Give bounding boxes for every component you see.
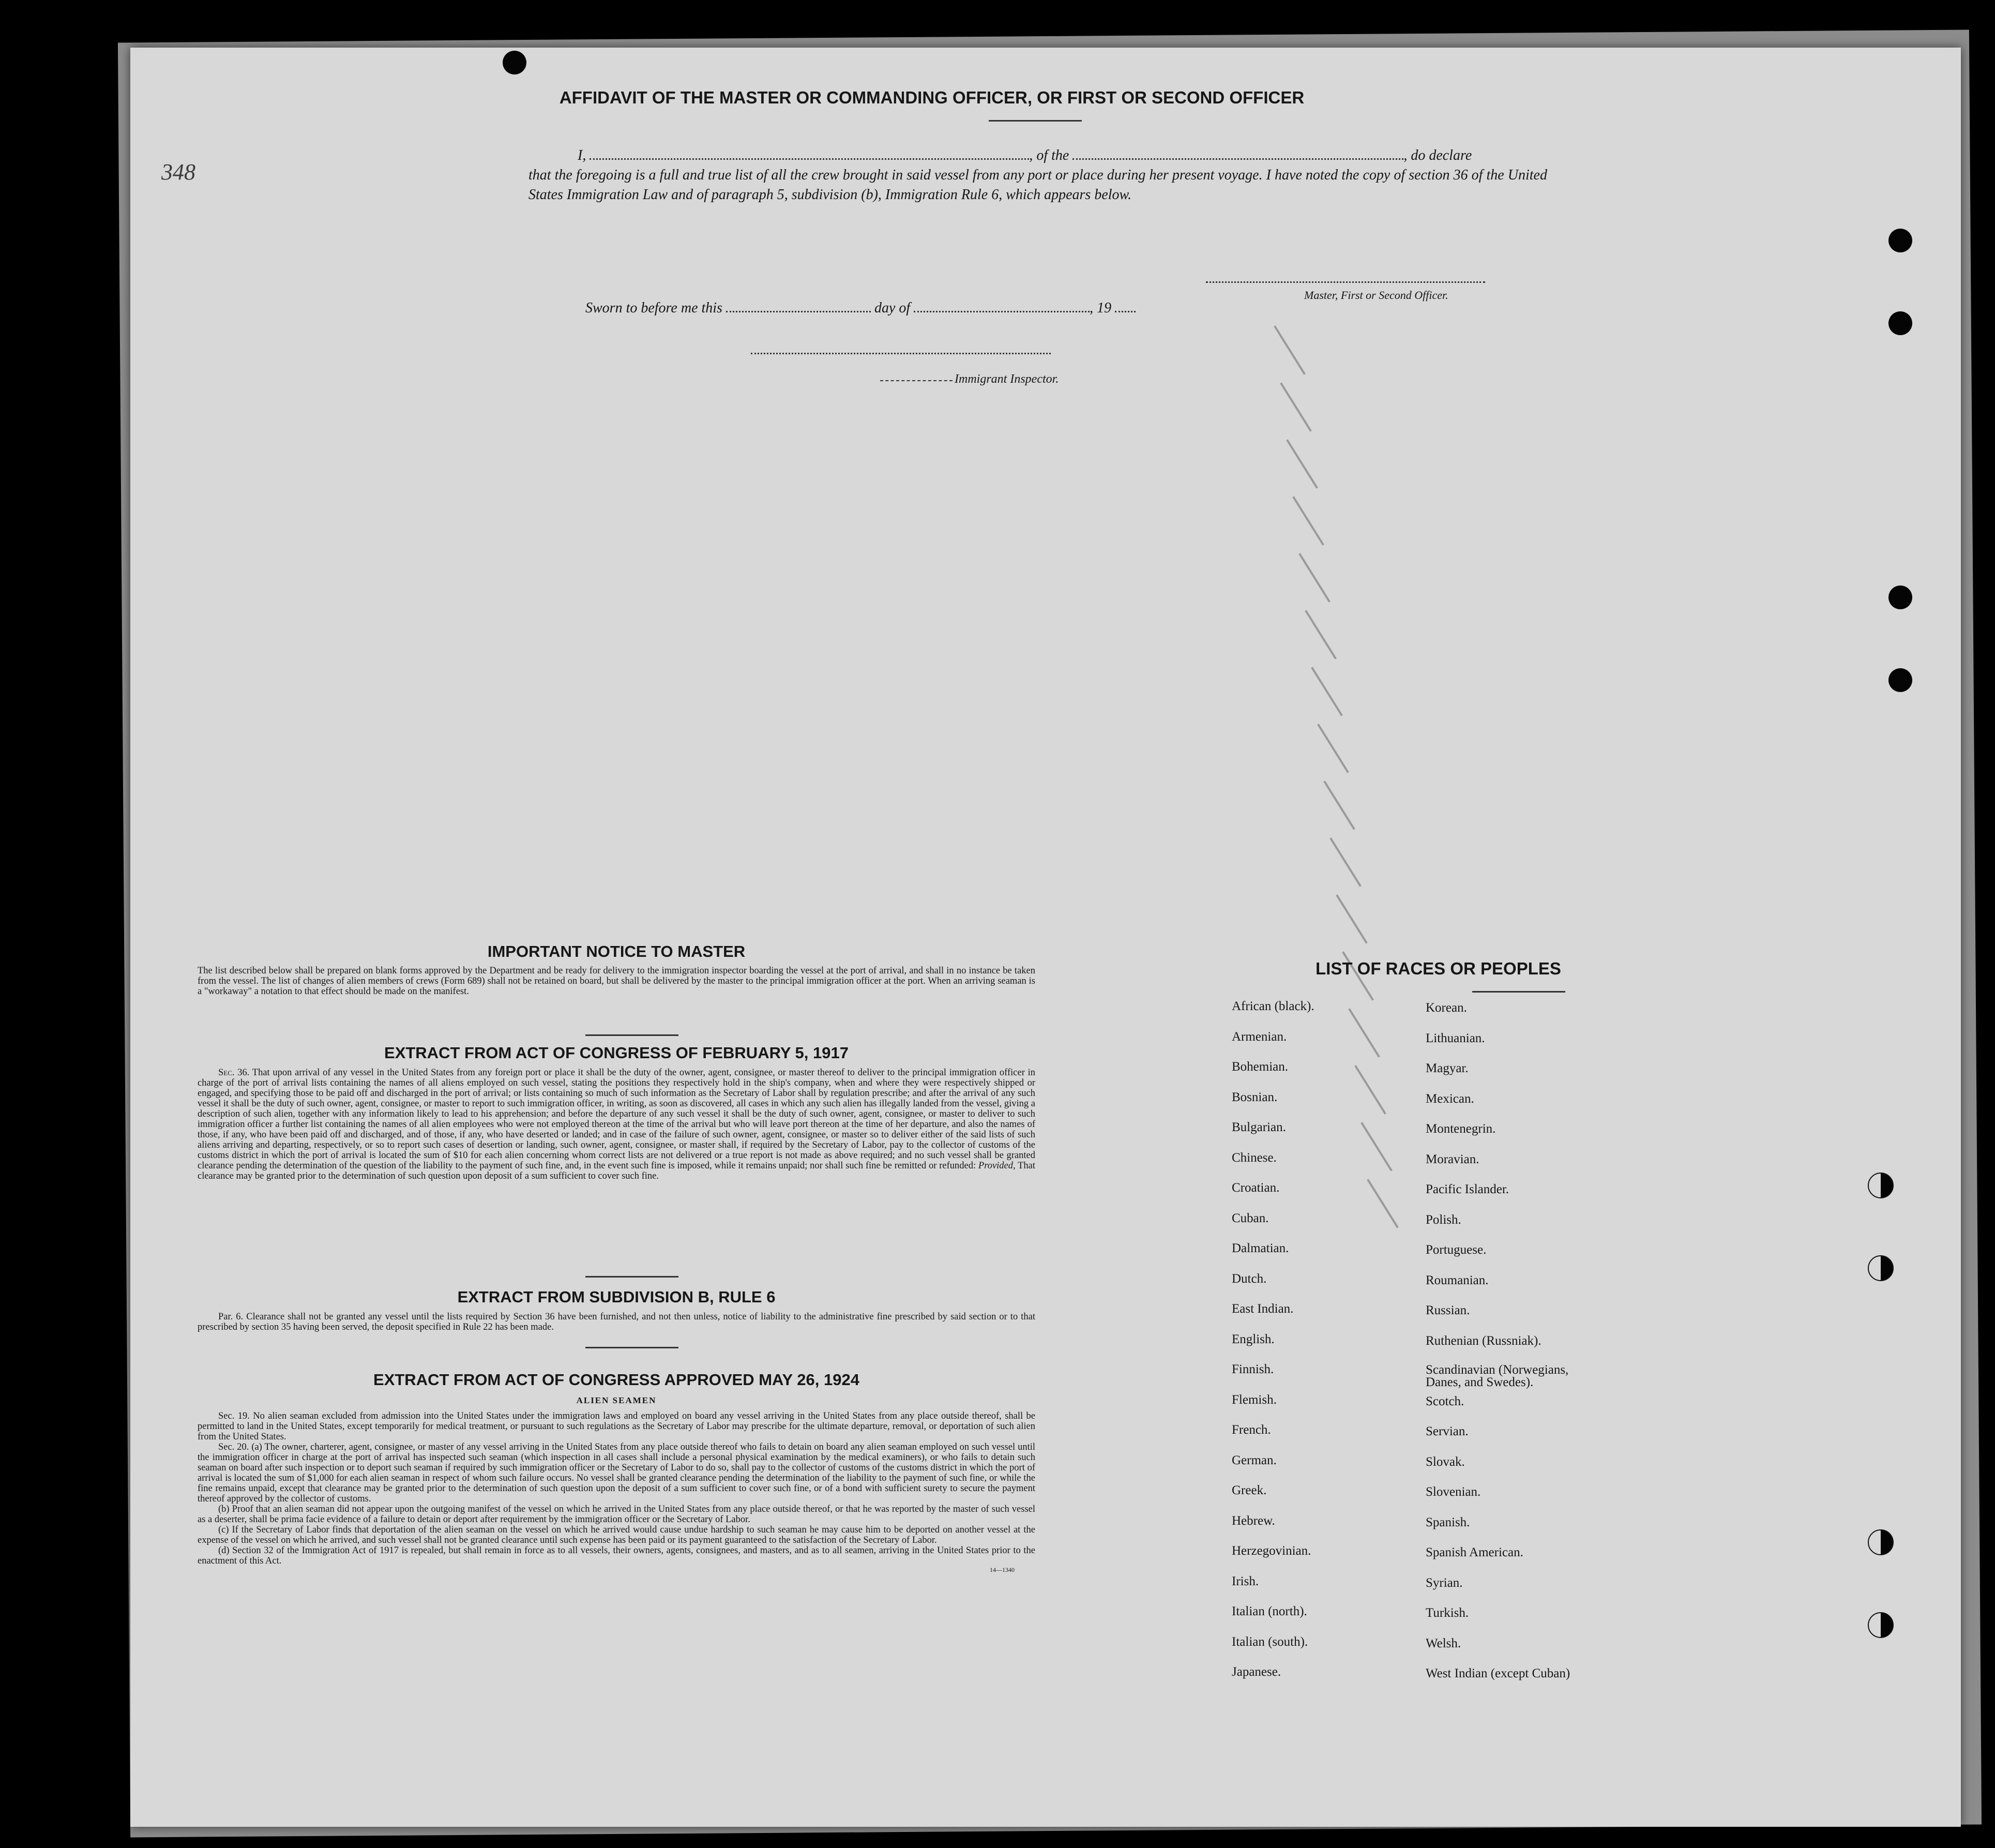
- affidavit-title: AFFIDAVIT OF THE MASTER OR COMMANDING OFFICER, OR FIRST OR SECOND OFFICER: [559, 88, 1305, 107]
- bleed-through-heading: [1578, 63, 1591, 95]
- document-page: [130, 48, 1961, 1827]
- race-item: Syrian.: [1426, 1575, 1463, 1590]
- bleed-through-slash: [1280, 382, 1312, 431]
- race-item: Croatian.: [1232, 1181, 1280, 1195]
- sec19-text: Sec. 19. No alien seaman excluded from admission into the United States under the immigration laws and employed on board any vessel arriving in the United States from any place outside thereof, shall be permitted to land in the United States, except temporarily for medical treatment, or pursuant to such regulations as the Secretary of Labor may prescribe for the ultimate departure, removal, or deportation of such alien from the United States.: [198, 1411, 1035, 1442]
- race-item: German.: [1232, 1453, 1277, 1467]
- race-item: Dalmatian.: [1232, 1241, 1289, 1255]
- race-item: Korean.: [1426, 1001, 1467, 1015]
- races-title: LIST OF RACES OR PEOPLES: [1316, 959, 1561, 978]
- race-item: Armenian.: [1232, 1029, 1287, 1044]
- race-item: Italian (north).: [1232, 1604, 1307, 1618]
- sworn-month-field[interactable]: [914, 311, 1090, 312]
- signature-label: Master, First or Second Officer.: [1304, 289, 1448, 302]
- bleed-through-slash: [1317, 724, 1349, 773]
- right-hole-2: [1888, 311, 1912, 335]
- race-item: Montenegrin.: [1426, 1122, 1496, 1136]
- rule6-title: EXTRACT FROM SUBDIVISION B, RULE 6: [457, 1288, 776, 1306]
- sec20a-text: Sec. 20. (a) The owner, charterer, agent, consignee, or master of any vessel arriving in the United States from any place outside thereof who fails to detain on board any alien seaman employed on such vessel until the immigration officer in charge at the port of arrival has inspected such seaman (which inspection in all cases shall include a personal physical examination by the medical examiners), or who fails to detain such seaman on board after such inspection or to deport such seaman if required by such immigration officer or the Secretary of Labor to do so, shall pay to the collector of customs of the customs district in which the port of arrival is located the sum of $1,000 for each alien seaman in respect of whom such failure occurs. No vessel shall be granted clearance pending the determination of the liability to the payment of such fine, or while the fine remains unpaid, except that clearance may be granted prior to the determination of such question upon the deposit of a sum sufficient to cover such fine, or of a bond with sufficient surety to secure the payment thereof approved by the collector of customs.: [198, 1442, 1035, 1504]
- race-item: Spanish.: [1426, 1515, 1470, 1529]
- race-item: Irish.: [1232, 1574, 1259, 1588]
- race-item: Bohemian.: [1232, 1060, 1289, 1074]
- race-item: Slovak.: [1426, 1454, 1465, 1469]
- race-item: Herzegovinian.: [1232, 1544, 1311, 1558]
- race-item: East Indian.: [1232, 1302, 1294, 1316]
- margin-note: 348: [161, 159, 195, 185]
- affidavit-declaration: [528, 146, 1666, 205]
- sworn-label: Sworn to before me this: [585, 300, 722, 316]
- rule6-text: Par. 6. Clearance shall not be granted any vessel until the lists required by Section 36 have been furnished, and not then unless, notice of liability to the administrative fine prescribed by said section or to that prescribed by section 35 having been served, the deposit specified in Rule 22 has been made.: [198, 1312, 1035, 1332]
- race-item: Hebrew.: [1232, 1513, 1275, 1528]
- race-item: Portuguese.: [1426, 1243, 1487, 1257]
- races-rule: [1472, 991, 1565, 993]
- sec36-provided: Provided,: [978, 1161, 1016, 1171]
- race-item: Chinese.: [1232, 1150, 1277, 1165]
- sworn-year-field[interactable]: [1115, 311, 1136, 312]
- race-item: Scandinavian (Norwegians, Danes, and Swedes).: [1426, 1363, 1569, 1389]
- sworn-day-label: day of: [874, 300, 911, 316]
- race-item: Flemish.: [1232, 1392, 1277, 1407]
- race-item: Mexican.: [1426, 1091, 1474, 1106]
- sworn-day-field[interactable]: [726, 311, 871, 312]
- sec36-label: Sec. 36.: [218, 1068, 250, 1078]
- race-item: Roumanian.: [1426, 1273, 1489, 1287]
- bleed-through-slash: [1292, 496, 1324, 545]
- race-item: Ruthenian (Russniak).: [1426, 1333, 1541, 1348]
- extract-1917-title: EXTRACT FROM ACT OF CONGRESS OF FEBRUARY 5, 1917: [384, 1044, 849, 1062]
- race-item: Bulgarian.: [1232, 1120, 1286, 1134]
- vessel-name-field[interactable]: [1072, 158, 1403, 160]
- inspector-line: [880, 372, 1059, 386]
- master-name-field[interactable]: [590, 158, 1029, 160]
- races-left-column: [1232, 999, 1428, 1695]
- sec36-text-end: That clearance may be granted prior to the determination of such question upon deposit of a sum sufficient to cover such fine.: [198, 1161, 1035, 1181]
- affidavit-body: that the foregoing is a full and true list of all the crew brought in said vessel from any port or place during her present voyage. I have noted the copy of section 36 of the United States Immigration Law and of paragraph 5, subdivision (b), Immigration Rule 6, which appears below.: [528, 167, 1547, 203]
- title-rule: [989, 120, 1082, 122]
- inspector-dash: [880, 380, 953, 381]
- race-item: Slovenian.: [1426, 1485, 1481, 1499]
- right-hole-1: [1888, 229, 1912, 252]
- rule6-rule: [585, 1347, 678, 1348]
- race-item: Finnish.: [1232, 1362, 1274, 1376]
- race-item: Greek.: [1232, 1483, 1267, 1497]
- sworn-year-label: , 19: [1090, 300, 1112, 316]
- race-item: Moravian.: [1426, 1152, 1479, 1166]
- sec20c-text: (c) If the Secretary of Labor finds that deportation of the alien seaman on the vessel on which he arrived would cause undue hardship to such seaman he may cause him to be deported on another vessel at the expense of the vessel on which he arrived, and such vessel shall not be granted clearance until such expense has been paid or its payment guaranteed to the satisfaction of the Secretary of Labor.: [198, 1525, 1035, 1545]
- race-item: Japanese.: [1232, 1665, 1281, 1679]
- race-item: Cuban.: [1232, 1211, 1269, 1225]
- extract-1924-body: [198, 1411, 1035, 1574]
- right-hole-3: [1888, 585, 1912, 609]
- right-hole-4: [1888, 668, 1912, 692]
- bleed-through-slash: [1305, 610, 1337, 659]
- declaration-i: I,: [578, 147, 586, 163]
- sec20b-text: (b) Proof that an alien seaman did not appear upon the outgoing manifest of the vessel on which he arrived in the United States from any place outside thereof, or that he was reported by the master of such vessel as a deserter, shall be prima facie evidence of a failure to detain or deport after requirement by the immigration officer or the Secretary of Labor.: [198, 1504, 1035, 1525]
- notice-rule: [585, 1034, 678, 1036]
- race-item: Turkish.: [1426, 1606, 1469, 1620]
- inspector-signature-line[interactable]: [751, 353, 1051, 354]
- top-hole-1: [503, 51, 526, 74]
- right-hole-5: [1868, 1173, 1894, 1198]
- race-item: Spanish American.: [1426, 1545, 1523, 1559]
- race-item: African (black).: [1232, 999, 1314, 1013]
- bleed-through-slash: [1336, 894, 1368, 943]
- extract-1917-rule: [585, 1276, 678, 1278]
- bleed-through-slash: [1274, 325, 1306, 374]
- race-item: West Indian (except Cuban): [1426, 1666, 1570, 1680]
- bleed-through-slash: [1298, 553, 1331, 602]
- sec20d-text: (d) Section 32 of the Immigration Act of 1917 is repealed, but shall remain in force as to all vessels, their owners, agents, consignees, and masters, and as to all seamen, arriving in the United States prior to the enactment of this Act.: [198, 1545, 1035, 1566]
- inspector-label: Immigrant Inspector.: [955, 372, 1059, 386]
- race-item: Pacific Islander.: [1426, 1182, 1509, 1196]
- bleed-through-slash: [1286, 439, 1318, 488]
- race-item: Servian.: [1426, 1424, 1469, 1438]
- race-item: Magyar.: [1426, 1061, 1469, 1075]
- extract-1924-title: EXTRACT FROM ACT OF CONGRESS APPROVED MAY 26, 1924: [373, 1371, 859, 1389]
- race-item: Polish.: [1426, 1212, 1461, 1227]
- races-right-column: [1426, 1001, 1653, 1697]
- signature-line[interactable]: [1206, 281, 1485, 283]
- race-item: Scotch.: [1426, 1394, 1464, 1408]
- bleed-through-slash: [1323, 780, 1355, 830]
- form-number: 14—1340: [990, 1566, 1015, 1573]
- extract-1917-text: [198, 1068, 1035, 1181]
- declaration-do-declare: , do declare: [1403, 147, 1472, 163]
- right-hole-6: [1868, 1255, 1894, 1281]
- race-item: Dutch.: [1232, 1271, 1267, 1286]
- race-item: French.: [1232, 1423, 1271, 1437]
- race-item: Russian.: [1426, 1303, 1470, 1317]
- right-hole-7: [1868, 1529, 1894, 1555]
- notice-title: IMPORTANT NOTICE TO MASTER: [487, 942, 746, 960]
- right-hole-8: [1868, 1612, 1894, 1638]
- alien-seamen-subtitle: ALIEN SEAMEN: [576, 1395, 657, 1405]
- sworn-line: [585, 300, 1136, 317]
- race-item: Bosnian.: [1232, 1090, 1278, 1104]
- bleed-through-slash: [1329, 837, 1362, 887]
- race-item: English.: [1232, 1332, 1275, 1346]
- sec36-text: That upon arrival of any vessel in the United States from any foreign port or place it shall be the duty of the owner, agent, consignee, or master thereof to deliver to the principal immigration officer in charge of the port of arrival lists containing the names of all aliens employed on such vessel, stating the positions they respectively hold in the ship's company, when and where they were respectively shipped or engaged, and specifying those to be paid off and discharged in the port of arrival; or lists containing so much of such information as the Secretary of Labor shall by regulation prescribe; and after the arrival of any such vessel it shall be the duty of such owner, agent, consignee, or master to report to such immigration officer, in writing, as soon as discovered, all cases in which any such alien has illegally landed from the vessel, giving a description of such alien, together with any information likely to lead to his apprehension; and before the departure of any such vessel it shall be the duty of such owner, agent, consignee, or master to deliver to such immigration officer a further list containing the names of all alien employees who were not employed thereon at the time of the arrival but who will leave port thereon at the time of her departure, and also the names of those, if any, who have been paid off and discharged, and of those, if any, who have deserted or landed; and in case of the failure of such owner, agent, consignee, or master so to deliver either of the said lists of such aliens arriving and departing, respectively, or so to report such cases of desertion or landing, such owner, agent, consignee, or master shall, if required by the Secretary of Labor, pay to the collector of customs of the customs district in which the port of arrival is located the sum of $10 for each alien concerning whom correct lists are not delivered or a true report is not made as above required; and no such vessel shall be granted clearance pending the determination of the question of the liability to the payment of such fine, and, in the event such fine is imposed, while it remains unpaid; nor shall such fine be remitted or refunded:: [198, 1068, 1035, 1171]
- race-item: Lithuanian.: [1426, 1031, 1485, 1045]
- declaration-of-the: , of the: [1029, 147, 1069, 163]
- bleed-through-slash: [1311, 667, 1343, 716]
- race-item: Italian (south).: [1232, 1634, 1308, 1649]
- notice-text: The list described below shall be prepared on blank forms approved by the Department and be ready for delivery to the immigration inspector boarding the vessel at the port of arrival, and shall in no instance be taken from the vessel. The list of changes of alien members of crews (Form 689) shall not be retained on board, but shall be delivered by the master to the principal immigration officer at the port. When an arriving seaman is a "workaway" a notation to that effect should be made on the manifest.: [198, 966, 1035, 997]
- race-item: Welsh.: [1426, 1636, 1461, 1650]
